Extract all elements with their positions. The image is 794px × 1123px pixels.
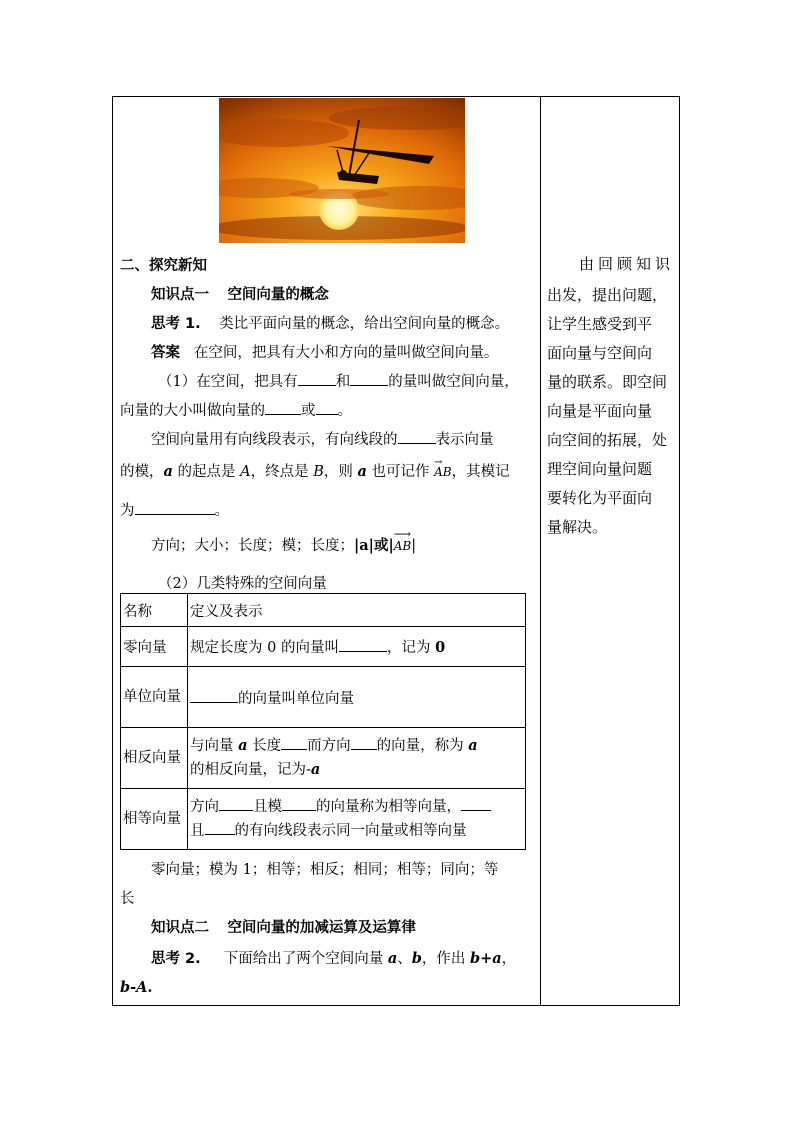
blank bbox=[265, 401, 301, 415]
vector-AB bbox=[434, 457, 452, 482]
blank bbox=[219, 797, 253, 811]
think2-label: 思考 2. bbox=[151, 951, 201, 967]
sidebar-line: 量解决。 bbox=[547, 518, 608, 536]
sidebar-line: 让学生感受到平 bbox=[547, 315, 653, 333]
answer-1 bbox=[151, 343, 498, 363]
kp2-title: 空间向量的加减运算及运算律 bbox=[227, 920, 416, 936]
def-text: 的向量叫单位向量 bbox=[238, 690, 354, 707]
fill-text: 为 bbox=[120, 503, 135, 519]
row-name: 零向量 bbox=[121, 627, 188, 667]
sidebar-line: 量的联系。即空间 bbox=[547, 373, 668, 391]
blank bbox=[351, 736, 377, 750]
answer-row-1 bbox=[151, 527, 417, 556]
blank bbox=[281, 736, 307, 750]
expr-b-plus-a: b+a bbox=[469, 950, 502, 967]
think2-text: 下面给出了两个空间向量 bbox=[223, 951, 388, 967]
think2-text: 、 bbox=[397, 951, 412, 967]
blank bbox=[205, 821, 235, 835]
def-text: 且 bbox=[190, 823, 205, 839]
section-heading: 二、探究新知 bbox=[120, 258, 207, 274]
fill-text: 向量的大小叫做向量的 bbox=[120, 403, 265, 419]
table-header: 名称 bbox=[121, 594, 188, 627]
vector-AB-label: AB bbox=[393, 539, 412, 553]
think1-text: 类比平面向量的概念，给出空间向量的概念。 bbox=[219, 316, 510, 332]
row-definition bbox=[188, 789, 526, 850]
table-header-row bbox=[121, 594, 526, 627]
def-text: 的有向线段表示同一向量或相等向量 bbox=[234, 823, 467, 839]
point-A: A bbox=[240, 464, 251, 480]
blank bbox=[350, 372, 388, 386]
blank bbox=[135, 501, 215, 515]
row-name: 相等向量 bbox=[121, 789, 188, 850]
sidebar-line: 理空间向量问题 bbox=[547, 460, 653, 478]
fill-text: 也可记作 bbox=[366, 464, 435, 480]
blank bbox=[398, 430, 436, 444]
fill-text: 。 bbox=[337, 403, 352, 419]
knowledge-point-2 bbox=[151, 918, 416, 938]
abs-close: | bbox=[411, 538, 417, 554]
fill-text: 或 bbox=[301, 403, 316, 419]
sidebar-line: 出发，提出问题， bbox=[547, 286, 668, 304]
fill-text: 的起点是 bbox=[172, 464, 241, 480]
blank bbox=[316, 401, 338, 415]
table-row bbox=[121, 667, 526, 728]
think-2-cont bbox=[120, 978, 152, 998]
fill-text: 的量叫做空间向量， bbox=[388, 374, 519, 390]
think1-label: 思考 1. bbox=[151, 316, 201, 332]
blank bbox=[190, 689, 238, 703]
var-a: a bbox=[387, 950, 398, 967]
vector-arrow-icon: ⟶ bbox=[393, 527, 411, 541]
table-row bbox=[121, 627, 526, 667]
hang-glider-sunset-image bbox=[219, 98, 465, 243]
row-definition bbox=[188, 667, 526, 728]
fill-text: ，则 bbox=[323, 464, 358, 480]
fill-text: ，终点是 bbox=[250, 464, 314, 480]
blank bbox=[339, 638, 387, 652]
vector-AB bbox=[393, 527, 412, 556]
kp2-label: 知识点二 bbox=[151, 920, 209, 936]
sidebar-line: 由回顾知识 bbox=[579, 255, 675, 273]
think-2 bbox=[151, 949, 516, 969]
fill-text: （1）在空间，把具有 bbox=[158, 374, 298, 390]
expr-b-minus-a: b-A bbox=[120, 979, 148, 996]
kp1-title: 空间向量的概念 bbox=[227, 287, 329, 303]
sidebar-line: 向量是平面向量 bbox=[547, 402, 653, 420]
def-text: 长度 bbox=[247, 738, 282, 754]
fill-line-5 bbox=[120, 501, 229, 521]
sidebar-line: 要转化为平面向 bbox=[547, 489, 653, 507]
fill-text: 表示向量 bbox=[435, 432, 494, 448]
zero-vector-symbol: 0 bbox=[435, 639, 446, 656]
row-definition bbox=[188, 728, 526, 789]
blank bbox=[461, 797, 491, 811]
fill-line-3 bbox=[151, 430, 494, 450]
def-text: 的向量称为相等向量， bbox=[316, 799, 461, 815]
answer1-label: 答案 bbox=[151, 345, 180, 361]
answer1-text: 在空间，把具有大小和方向的量叫做空间向量。 bbox=[193, 345, 499, 361]
vector-AB-label: AB bbox=[434, 465, 452, 479]
row-definition bbox=[188, 627, 526, 667]
fill-text: 和 bbox=[335, 374, 351, 390]
def-text: 的向量，称为 bbox=[376, 738, 469, 754]
def-text: 且模 bbox=[253, 799, 282, 815]
answer-row-2-line-2: 长 bbox=[120, 891, 135, 907]
blank bbox=[282, 797, 316, 811]
fill-line-2 bbox=[120, 401, 352, 421]
var-a: a bbox=[468, 737, 478, 754]
def-text: 方向 bbox=[190, 799, 219, 815]
table-header: 定义及表示 bbox=[188, 594, 526, 627]
kp1-label: 知识点一 bbox=[151, 287, 209, 303]
row-name: 单位向量 bbox=[121, 667, 188, 728]
fill-line-4 bbox=[120, 457, 510, 482]
answer-row-2-line-1: 零向量；模为 1；相等；相反；相同；相等；同向；等 bbox=[151, 862, 499, 878]
var-a: a bbox=[357, 463, 367, 480]
special-vectors-title: （2）几类特殊的空间向量 bbox=[158, 576, 327, 592]
column-divider bbox=[540, 96, 541, 1006]
knowledge-point-1 bbox=[151, 285, 329, 305]
sidebar-line: 向空间的拓展，处 bbox=[547, 431, 668, 449]
think2-end: . bbox=[147, 979, 153, 996]
special-vectors-table bbox=[120, 593, 526, 850]
answer-text: 方向；大小；长度；模；长度； bbox=[151, 538, 354, 554]
blank bbox=[298, 372, 336, 386]
def-text: 与向量 bbox=[190, 738, 239, 754]
row-name: 相反向量 bbox=[121, 728, 188, 789]
def-text: 规定长度为 0 的向量叫 bbox=[190, 640, 339, 656]
think-1 bbox=[151, 314, 509, 334]
table-row bbox=[121, 728, 526, 789]
fill-text: 空间向量用有向线段表示，有向线段的 bbox=[151, 432, 398, 448]
def-text: 的相反向量，记为- bbox=[190, 762, 311, 778]
fill-line-1 bbox=[158, 372, 519, 392]
point-B: B bbox=[313, 464, 324, 480]
fill-text: 的模， bbox=[120, 464, 164, 480]
def-text: ，记为 bbox=[386, 640, 436, 656]
var-a: a bbox=[238, 737, 248, 754]
fill-text: 。 bbox=[214, 503, 229, 519]
var-a: a bbox=[163, 463, 173, 480]
think2-text: ，作出 bbox=[421, 951, 470, 967]
sidebar-line: 面向量与空间向 bbox=[547, 344, 653, 362]
var-a: a bbox=[310, 761, 321, 778]
abs-a: |a|或| bbox=[354, 537, 394, 554]
vector-arrow-icon: → bbox=[434, 457, 443, 468]
var-b: b bbox=[411, 950, 422, 967]
table-row bbox=[121, 789, 526, 850]
def-text: 而方向 bbox=[307, 738, 351, 754]
fill-text: ，其模记 bbox=[451, 464, 510, 480]
think2-text: ， bbox=[501, 951, 517, 967]
